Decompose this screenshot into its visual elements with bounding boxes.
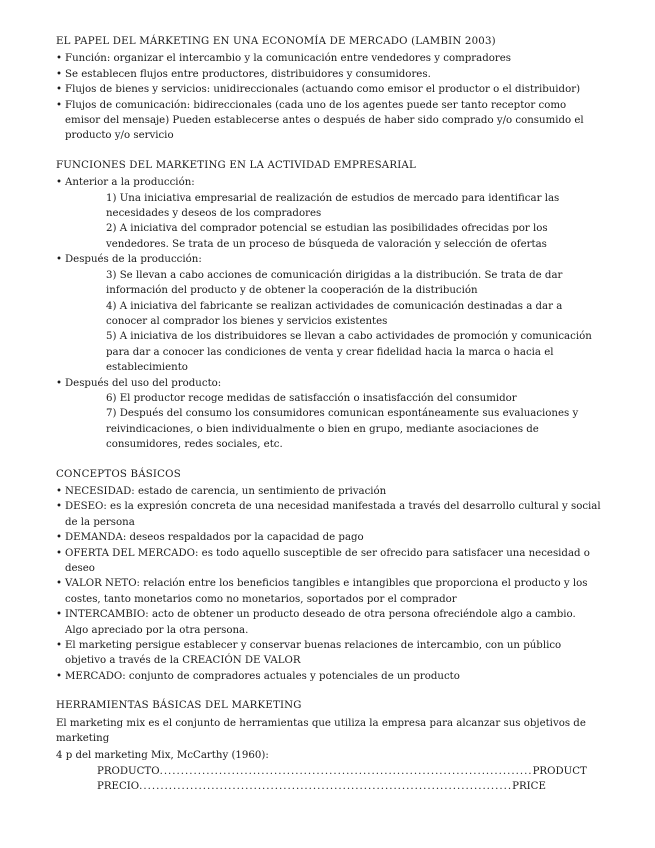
mix-term-en: PRODUCT [532,765,587,777]
sub-item: 6) El productor recoge medidas de satisfacción o insatisfacción del consumidor [106,392,517,404]
list-item [56,376,601,453]
intro-paragraph: El marketing mix es el conjunto de herramientas que utiliza la empresa para alcanzar sus objetivos de marketing [56,717,586,745]
list-item: • INTERCAMBIO: acto de obtener un producto deseado de otra persona ofreciéndole algo a cambio. Algo apreciado por la otra persona. [56,607,601,638]
mix-title: 4 p del marketing Mix, McCarthy (1960): [56,750,269,762]
mix-row [97,779,546,794]
mix-term-en: PRICE [512,781,546,793]
section-title: FUNCIONES DEL MARKETING EN LA ACTIVIDAD EMPRESARIAL [56,159,416,171]
mix-row [97,764,587,779]
list-item: • Flujos de comunicación: bidireccionales (cada uno de los agentes puede ser tanto receptor como emisor del mensaje) Pueden establecerse antes o después de haber sido comprado y/o consumido el producto y/o servicio [56,98,601,144]
list-item: • Función: organizar el intercambio y la comunicación entre vendedores y compradores [56,51,601,66]
list-item: • MERCADO: conjunto de compradores actuales y potenciales de un producto [56,669,601,684]
list-item: • VALOR NETO: relación entre los beneficios tangibles e intangibles que proporciona el producto y los costes, tanto monetarios como no monetarios, soportados por el comprador [56,576,601,607]
sub-item: 4) A iniciativa del fabricante se realizan actividades de comunicación destinadas a dar a conocer al comprador los bienes y servicios existentes [106,300,563,327]
bullet-list [56,175,601,452]
section-funciones [56,158,601,453]
group-label: • Después de la producción: [65,254,202,266]
bullet-list [56,51,601,143]
list-item: • DEMANDA: deseos respaldados por la capacidad de pago [56,530,601,545]
list-item: • DESEO: es la expresión concreta de una necesidad manifestada a través del desarrollo cultural y social de la persona [56,499,601,530]
section-herramientas [56,698,601,794]
sub-item: 3) Se llevan a cabo acciones de comunicación dirigidas a la distribución. Se trata de dar información del producto y de obtener la cooperación de la distribución [106,269,563,297]
list-item [56,252,601,375]
sub-item: 2) A iniciativa del comprador potencial se estudian las posibilidades ofrecidas por los vendedores. Se trata de un proceso de búsqueda de valoración y selección de ofertas [106,223,548,250]
list-item: • NECESIDAD: estado de carencia, un sentimiento de privación [56,484,601,499]
list-item: • Flujos de bienes y servicios: unidireccionales (actuando como emisor el productor o el distribuidor) [56,82,601,97]
list-item: • Se establecen flujos entre productores, distribuidores y consumidores. [56,67,601,82]
section-title: CONCEPTOS BÁSICOS [56,468,181,480]
mix-term-es: PRODUCTO [97,765,160,777]
section-conceptos [56,467,601,685]
section-title: HERRAMIENTAS BÁSICAS DEL MARKETING [56,700,302,712]
list-item: • OFERTA DEL MERCADO: es todo aquello susceptible de ser ofrecido para satisfacer una necesidad o deseo [56,546,601,577]
group-label: • Después del uso del producto: [65,377,222,389]
dot-leader: ........................................................................................ [159,765,533,777]
mix-term-es: PRECIO [97,781,140,793]
sub-item: 5) A iniciativa de los distribuidores se llevan a cabo actividades de promoción y comunicación para dar a conocer las condiciones de venta y crear fidelidad hacia la marca o hacia el establecimiento [106,331,592,374]
group-label: • Anterior a la producción: [65,177,195,189]
sub-item: 1) Una iniciativa empresarial de realización de estudios de mercado para identificar las necesidades y deseos de los compradores [106,192,560,220]
section-papel [56,34,601,144]
sub-item: 7) Después del consumo los consumidores comunican espontáneamente sus evaluaciones y reivindicaciones, o bien individualmente o bien en grupo, mediante asociaciones de consumidores, redes sociales, etc. [106,408,579,451]
dot-leader: ........................................................................................ [139,781,513,793]
list-item [56,175,601,252]
bullet-list [56,484,601,684]
list-item: • El marketing persigue establecer y conservar buenas relaciones de intercambio, con un público objetivo a través de la CREACIÓN DE VALOR [56,638,601,669]
document-page [56,34,601,809]
section-title: EL PAPEL DEL MÁRKETING EN UNA ECONOMÍA DE MERCADO (LAMBIN 2003) [56,36,496,47]
